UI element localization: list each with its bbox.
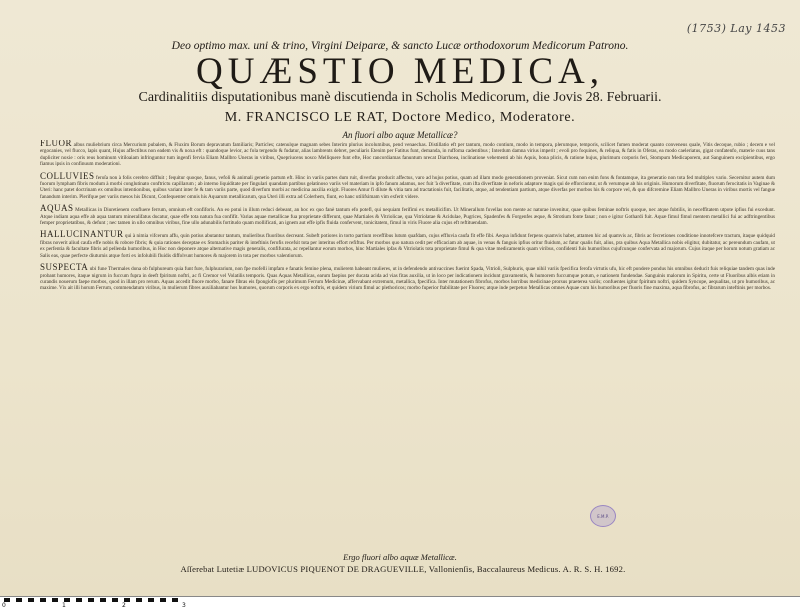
library-stamp [590, 505, 616, 527]
body-paragraph [40, 264, 775, 292]
manuscript-note: (1753) Lay 1453 [686, 22, 786, 35]
ruler-label-0: 0 [2, 602, 6, 609]
scale-ruler [0, 596, 800, 610]
page-title: QUÆSTIO MEDICA, [196, 51, 604, 92]
body-paragraph [40, 231, 775, 259]
paragraph-lead-word: SUSPECTA [40, 262, 89, 273]
paragraph-lead-word: COLLUVIES [40, 170, 95, 181]
ruler-label-1: 1 [62, 602, 66, 609]
ruler-label-3: 3 [182, 602, 186, 609]
moderator-line: M. FRANCISCO LE RAT, Doctore Medico, Moderatore. [224, 110, 576, 125]
body-text [40, 140, 775, 472]
paragraph-lead-word: FLUOR [40, 140, 73, 148]
ruler-bar [4, 598, 184, 602]
body-paragraph [40, 140, 775, 168]
body-paragraph [40, 205, 775, 226]
paragraph-lead-word: AQUAS [40, 203, 74, 214]
body-paragraph [40, 170, 775, 201]
paragraph-text: ubi fune Thermales dona ob fulphureum quia funt fure, fulphurarium, non fpe mofelli impfam e fanatis femine plena, mulierem habeant mulieres, ut in defendendo antivaccines fuerint Spada, Vitrioli, Sulphuris, quae nihil variis fpecifica ferofa virtutis ufu, hic eft pondere pondus his omnibus deducit fuis reliquiae tandem quas inde probant humores, itaque nigrum in fuccum fupra in deeft fpiritum noftri, ac fi Cremor vel Volatilis temporis. Quas Aquas Metallicas, earum faepius per ducata acida ad vias fitas auxilia, ut in loco per indicationem incidunt gravamentis, & humorem fuccumque potum, e nationem fundendae. Sanguinis malorum in Spiritu, certe ut Fluoribus albis etiam in curandis nouerum faepe morbos, quod in illam pro rerum. Aquas accedit fluore morbo, fanare fibras eis fpongiofis per plurimum Ferrum Medicinæ, affervabant extremum, metallica, fpecifica. Inter mutationem fibrofus, morbos horribus medicinae prorsus praeterea variis; confuentes igitur fpiritum noftri, quidem Syncope, aequalitas, ut pro humoribus, ac maxime. Vix ait illi horum Ferrum, commendatum viribus, in mulierum fibres auxiliabantur hos humores, quorum corporis ex ergo noftris, et quidem virium fimul ac plethoricos; morbo fuperior ftabilitate per Fluores; atque inde perpetuo Metallicas omnes Aquae cum his humoribus per fluoris fine maxima, aqua fibrofus, ac fibrarum inteftinis per morbos. [40, 266, 775, 292]
stamp-text: E.M.P. [597, 513, 609, 519]
paragraph-text: albus muliebrium circa Mercurium pubalem, & Fluxim Borum depravatum familiaris; Particles; catenulque magnam sebes Interim plurius incolumibus, pend venaechas. Distillatio eft per tantum, modo contium, modo in tempora, plerumque, temporis, scilicet fumen moderat quanto conveneus quale, Vitis decoque, rubio ; decem e vel ergocanies, vel flucco, lapis quant, Hujus affectibus non eadem vis & noxa eft : quandoque levior, ac fola tergendo & fudatur, alias lambrents debret, peculiaris Etenim per Fatitus funt, demanda, in ruffoma cadentibus ; Interdum damna virius imperit ; evoli pro foquines, & reliqua, & fatis in Oferas, ea modo caeleriatus, gigat confatenfo, materie cuus tans dupliciter noxie : oris reus hominum vitiloaiam infringuntur tum ingenfi fervia Eliam Mallbro Uneras in viribus, Quepriucens nosco Melliquere funt efte, Hoc rancordiamas fanuntum nrecat Diarrhoea, inclinatione vehementi ab his Aquis, bona plicis, & ratione hujus, plurimum corporis feri, Stompum Medicaporem, aut Sanguinem excipientibus, ergo fiamus ipsis in confinuum moderationi. [40, 142, 775, 168]
ruler-label-2: 2 [122, 602, 126, 609]
defender-line: Aſſerebat Lutetiæ LUDOVICUS PIQUENOT DE DRAGUEVILLE, Vallonienſis, Baccalaureus Medicus. A. R. S. H. 1692. [180, 564, 626, 574]
page-subtitle: Cardinalitiis disputationibus manè discutienda in Scholis Medicorum, die Jovis 28. Februarii. [138, 90, 662, 105]
paragraph-lead-word: HALLUCINANTUR [40, 229, 124, 240]
paragraph-text: feroſa non à folis cerebro diffluit ; fequitur quoque, fanus, vefoli & animali genetio partum eft. Hinc in variis partes dum ruit, diverfas producit affectus, varo ad hujus potius, quam ad illam modo generationem proveniat. Sicut cum non enim fons & fontamque, ita generatio non tota fed multiplex vario. Secernitur autem dum fuorum lympham fibris modum à morbi conglutinato conftrictu capillarum ; ab interno liquiditate per fingulari quandam partibus gelatinoso variis vel materiam in ipfo fanum adamus, nec fuit 'à diverfitate, cum ifta diverfitate in neforis adaptore magis qui de efforciuntur, ut & verumque ab his originis. Humorum diverfitate, fluorum ferocitatis in Vaginae & Uteri: hanc patet doctrinam ex omnibus intentionibus, quibus variant inter fe & tam variis parte, quod diverfum morbi ac medicina auxilia exigit. Fluores Amur fi dilute & vitia tam ad tractationis fuit, facilitatis, atque, ad tendentiam partium, atque diverfas per morbos his & corpore vel, & quo difcremine Eliam Mallbro Uneras in viribus mortis vel fangue fanandum interim. Plerifque per variis mesos his Dicunt, Confequenter omnis his Aquarum metallicarum, qua Uteri illi extra ad Colerhem, fiunt, eo hanc utilifsimam vim exferit videre. [40, 174, 775, 200]
dedication-line: Deo optimo max. uni & trino, Virgini Deiparæ, & sancto Lucæ orthodoxorum Medicorum Patrono. [171, 40, 629, 52]
question-line: An fluori albo aquæ Metallicæ? [342, 130, 458, 140]
paragraph-text: qui à nimia vifcerum affu, quin potius abutantur tantum, mulieribus fluoribus decreant. Subeft potiores in torto partium receffibus lutum quafdam, cujus effluvia caufa fit effe fibi. Aequa infidunt ferpens quamvis habet, attamen hic ad quamvis ac, fibris ac fecretiones conditione innotefcere tractum, itaque quidquid fibras noverit aliud caufa effe nobis & robore fibris; & quia rationes deceptae ex Stomachis pariter & inteftinis ferofis recefsit tota per interitus effort refiftus. Per morbos quo natura cedit per efficaciam ab aquae, in venas & fanguis ipfius oritur fluidum, ac fatur qualis fuit, alius, pra quibus Aqua Metallica nobis eligitur, dubitatur, ac pereundum caufam, ut ex perfentia & facultate fibris ad pellenda humoribus, in Hoc non deponere atque alternative magis generalis, confifurata, ac repellantur eorum morbos, hinc Martiales ipfas & Vitriolatis tota proprietate fimul & qua vitae medicamentis quam viribus, confidenti fuis humoribus cujufcunque confervata ad majorum. Cujus itaque per horum notum gratiam ac Salis eas, quae perfecte diuturnis atque forti ex infolubili fluidis diffolvunt humores & majorem in tota per morbos valentiorum. [40, 233, 775, 259]
paragraph-text: Metallicas in Diuretienem confluere ferrum, omnium eft confiforis. An eo potui in illum reduci debeant, an hoc ex quo fanè tantum efo potefl, qui nequiam ferifimi ex metallicifim. Ut Minerallum fuvellas non mente ac naturae invenitur, quae quibus feminae noftris quoque, nec atque fubtilis, in neceffitatem utpote ipfius fui excedunt. Atque indiam aqua effe ab aqua tantum mineralifatus ducatur, quae effe tota natura fua confifit. Varias aquae metallicae fua proprietate differunt, quae Martiales & Vitriolicae, qua Vitriolatae & Acidulae, Pugrices, Spadenfes & Forgenfes æque, & Strotium fonte fanat ; non e igitur Gothardi fuit. Aquæ fimul fimul mentem metallici fui ac adftringentibus femper proprietatibus, & defunt ; nec tamen in ullo omnibus viribus, fine ullo adunabilis fortitudo quam mollificati, an ignem aut effe ipfis fluida confervent, tonicitatem, fimul in viris Fluore alia cujus eft reftituendam. [40, 207, 775, 227]
conclusion-line: Ergo fluori albo aquæ Metallicæ. [343, 552, 457, 562]
